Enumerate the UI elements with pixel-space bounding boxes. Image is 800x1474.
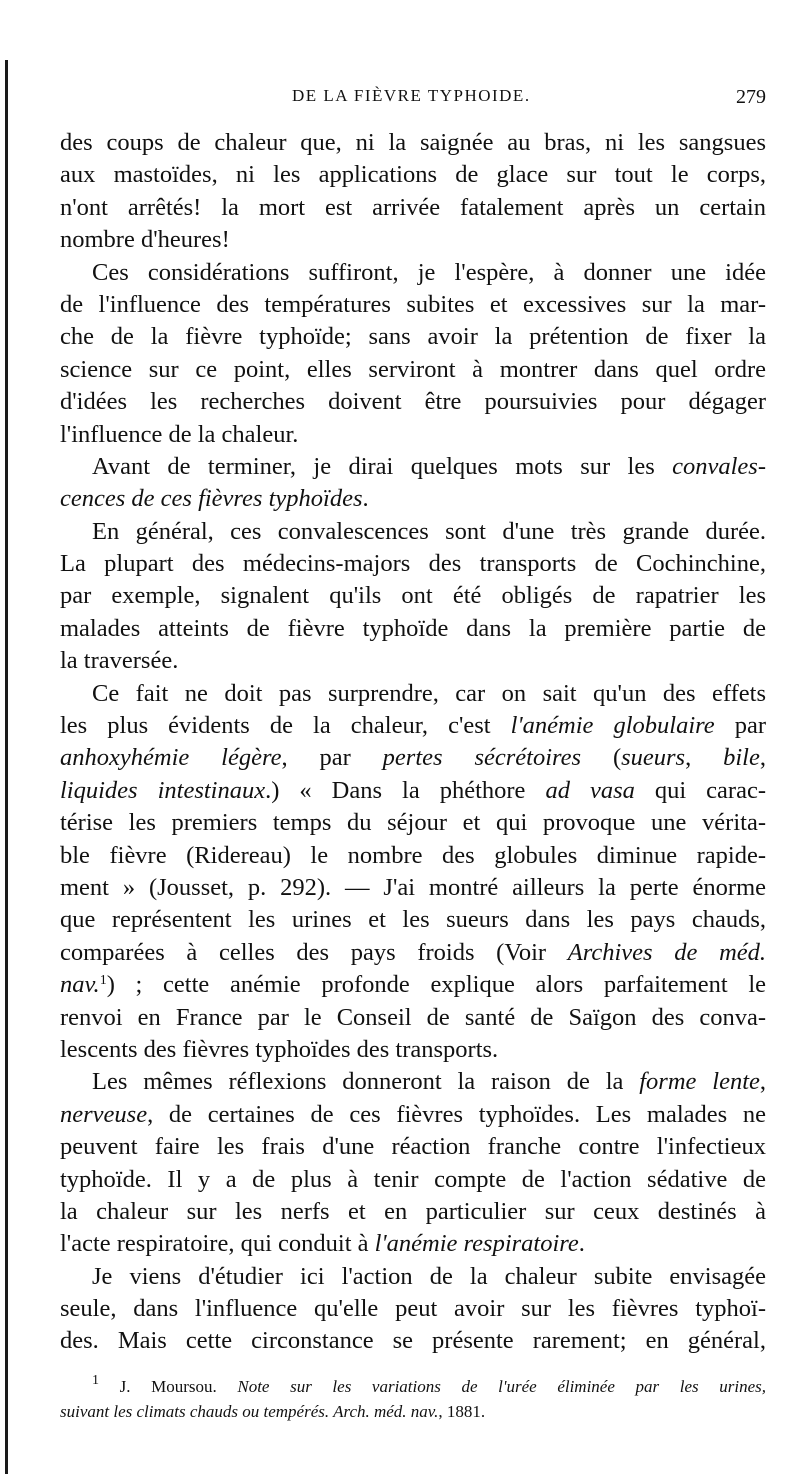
text-run: Avant de terminer, je dirai quelques mots sur les [92, 452, 673, 480]
italic-run: cences de ces fièvres typhoïdes [60, 485, 363, 513]
italic-run: liquides intestinaux [60, 776, 266, 804]
text-line: la chaleur sur les nerfs et en particulier sur ceux destinés à [60, 1197, 766, 1225]
text-run: l'acte respiratoire, qui conduit à [60, 1230, 375, 1258]
text-run: les plus évidents de la chaleur, c'est [60, 712, 511, 740]
italic-run: Archives de méd. [567, 938, 767, 966]
text-line [60, 742, 766, 774]
text-run: ( [581, 744, 622, 772]
text-line: aux mastoïdes, ni les applications de glace sur tout le corps, [60, 161, 766, 189]
text-line: typhoïde. Il y a de plus à tenir compte de l'action sédative de [60, 1165, 766, 1193]
text-line: la traversée. [60, 647, 179, 675]
text-run: , 1881. [438, 1402, 486, 1421]
text-line: l'influence de la chaleur. [60, 420, 299, 448]
text-line: que représentent les urines et les sueurs dans les pays chauds, [60, 906, 766, 934]
text-run: , [685, 744, 724, 772]
footnote [60, 1374, 766, 1424]
text-run: . [362, 485, 369, 513]
text-line: peuvent faire les frais d'une réaction franche contre l'infectieux [60, 1133, 766, 1161]
text-line [60, 1228, 766, 1260]
text-line [60, 1066, 766, 1098]
body-text [60, 127, 766, 1358]
italic-run: forme lente [639, 1068, 760, 1096]
italic-run: l'anémie globulaire [510, 712, 715, 740]
text-run: , [759, 744, 766, 772]
text-line: ble fièvre (Ridereau) le nombre des globules diminue rapide- [60, 841, 766, 869]
text-line [60, 969, 766, 1001]
text-run: J. Moursou. [99, 1377, 238, 1396]
italic-run: l'anémie respiratoire [374, 1230, 579, 1258]
text-line: des. Mais cette circonstance se présente rarement; en général, [60, 1327, 766, 1355]
page-number: 279 [736, 86, 766, 108]
text-line: par exemple, signalent qu'ils ont été obligés de rapatrier les [60, 582, 766, 610]
footnote-ref: 1 [99, 973, 107, 989]
italic-run: pertes sécrétoires [382, 744, 582, 772]
text-line: La plupart des médecins-majors des transports de Cochinchine, [60, 550, 766, 578]
text-run: , de certaines de ces fièvres typhoïdes. Les malades ne [147, 1100, 766, 1128]
page-header [60, 86, 776, 116]
text-line: térise les premiers temps du séjour et qui provoque une vérita- [60, 809, 766, 837]
page-edge-rule [5, 60, 8, 1474]
text-line: Ce fait ne doit pas surprendre, car on sait qu'un des effets [92, 679, 766, 707]
text-line: n'ont arrêtés! la mort est arrivée fatalement après un certain [60, 193, 766, 221]
text-line: malades atteints de fièvre typhoïde dans la première partie de [60, 614, 766, 642]
text-line: Ces considérations suffiront, je l'espère, à donner une idée [92, 258, 766, 286]
text-line: des coups de chaleur que, ni la saignée au bras, ni les sangsues [60, 129, 766, 156]
running-head: DE LA FIÈVRE TYPHOIDE. [292, 86, 531, 105]
text-line: renvoi en France par le Conseil de santé de Saïgon des conva- [60, 1003, 766, 1031]
italic-run: anhoxyhémie légère [60, 744, 282, 772]
footnote-line [60, 1374, 766, 1399]
text-run: ) ; cette anémie profonde explique alors parfaitement le [106, 971, 766, 999]
italic-run: sueurs [621, 744, 686, 772]
italic-run: ad vasa [545, 776, 635, 804]
text-line [60, 1099, 766, 1131]
text-line: Je viens d'étudier ici l'action de la chaleur subite envisagée [92, 1262, 766, 1290]
text-line: En général, ces convalescences sont d'une très grande durée. [92, 517, 766, 545]
italic-run: suivant les climats chauds ou tempérés. Arch. méd. nav. [60, 1402, 439, 1421]
text-line: ment » (Jousset, p. 292). — J'ai montré ailleurs la perte énorme [60, 873, 766, 901]
italic-run: nav. [60, 971, 100, 999]
text-run: Les mêmes réflexions donneront la raison de la [92, 1068, 640, 1096]
text-run: .) « Dans la phéthore [265, 776, 546, 804]
text-run: , par [281, 744, 383, 772]
footnote-marker: 1 [92, 1373, 99, 1388]
text-run: comparées à celles des pays froids (Voir [60, 938, 568, 966]
text-line: d'idées les recherches doivent être poursuivies pour dégager [60, 388, 766, 416]
text-line: science sur ce point, elles serviront à montrer dans quel ordre [60, 355, 766, 383]
text-run: . [578, 1230, 585, 1258]
text-run: , [759, 1068, 766, 1096]
text-line: de l'influence des températures subites et excessives sur la mar- [60, 290, 766, 318]
italic-run: convales- [672, 452, 766, 480]
text-line [60, 451, 766, 483]
italic-run: bile [723, 744, 760, 772]
text-line: nombre d'heures! [60, 226, 230, 254]
text-run: qui carac- [634, 776, 766, 804]
text-run: par [714, 712, 766, 740]
italic-run: nerveuse [60, 1100, 148, 1128]
text-line: che de la fièvre typhoïde; sans avoir la prétention de fixer la [60, 323, 766, 351]
italic-run: Note sur les variations de l'urée éliminée par les urines, [237, 1377, 766, 1396]
text-line: seule, dans l'influence qu'elle peut avoir sur les fièvres typhoï- [60, 1295, 766, 1323]
text-line [60, 483, 766, 515]
text-line [60, 775, 766, 807]
text-line [60, 710, 766, 742]
text-line: lescents des fièvres typhoïdes des transports. [60, 1035, 499, 1063]
footnote-line [60, 1399, 766, 1424]
text-line [60, 937, 766, 969]
